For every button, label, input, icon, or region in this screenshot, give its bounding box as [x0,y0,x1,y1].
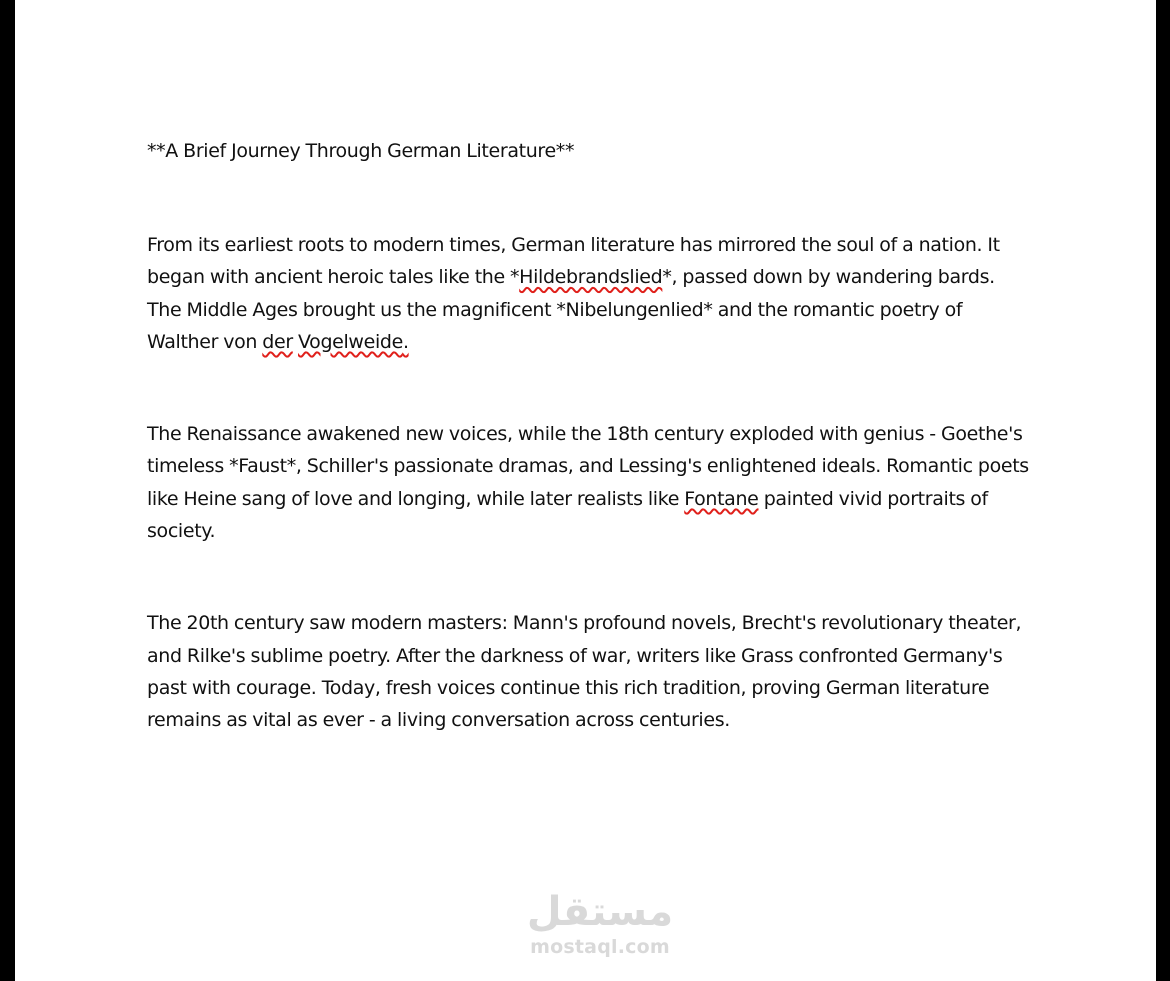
document-body[interactable] [147,136,1027,737]
paragraph-line [147,294,1027,326]
text-run: and Rilke's sublime poetry. After the darkness of war, writers like Grass confronted Germany's [147,644,1003,667]
text-run: remains as vital as ever - a living conversation across centuries. [147,709,730,732]
watermark-latin-text: mostaql.com [530,936,670,958]
paragraph-line [147,640,1027,672]
paragraph-early-literature [147,229,1027,358]
text-run: The Middle Ages brought us the magnificent *Nibelungenlied* and the romantic poetry of [147,298,963,321]
paragraph-line [147,515,1027,547]
paragraph-line [147,704,1027,736]
paragraph-line [147,672,1027,704]
paragraph-modern-era [147,607,1027,736]
text-run: . [402,330,409,353]
paragraph-renaissance [147,418,1027,547]
text-run: The Renaissance awakened new voices, while the 18th century exploded with genius - Goethe's [147,423,1023,446]
text-run: began with ancient heroic tales like the * [147,266,520,289]
paragraph-line [147,483,1027,515]
paragraph-line [147,261,1027,293]
paragraph-line [147,607,1027,639]
mostaql-watermark [510,888,690,958]
misspelled-word[interactable]: Fontane [684,487,759,510]
text-run: like Heine sang of love and longing, while later realists like [147,487,685,510]
paragraph-line [147,229,1027,261]
watermark-arabic-text: مستقل [526,889,674,935]
misspelled-word[interactable]: Hildebrandslied [519,266,663,289]
text-run: *, passed down by wandering bards. [662,266,995,289]
paragraph-line [147,326,1027,358]
text-run: society. [147,520,216,543]
text-run: painted vivid portraits of [758,487,988,510]
text-run: past with courage. Today, fresh voices continue this rich tradition, proving German literature [147,676,990,699]
paragraph-line [147,450,1027,482]
document-page[interactable] [15,0,1156,981]
text-run: Walther von [147,330,263,353]
misspelled-word[interactable]: Vogelweide [298,330,403,353]
text-run: timeless *Faust*, Schiller's passionate dramas, and Lessing's enlightened ideals. Romantic poets [147,455,1029,478]
misspelled-word[interactable]: der [262,330,293,353]
text-run: The 20th century saw modern masters: Mann's profound novels, Brecht's revolutionary theater, [147,612,1022,635]
paragraph-line [147,418,1027,450]
document-title: **A Brief Journey Through German Literature** [147,140,575,162]
text-run: From its earliest roots to modern times, German literature has mirrored the soul of a nation. It [147,234,1000,256]
